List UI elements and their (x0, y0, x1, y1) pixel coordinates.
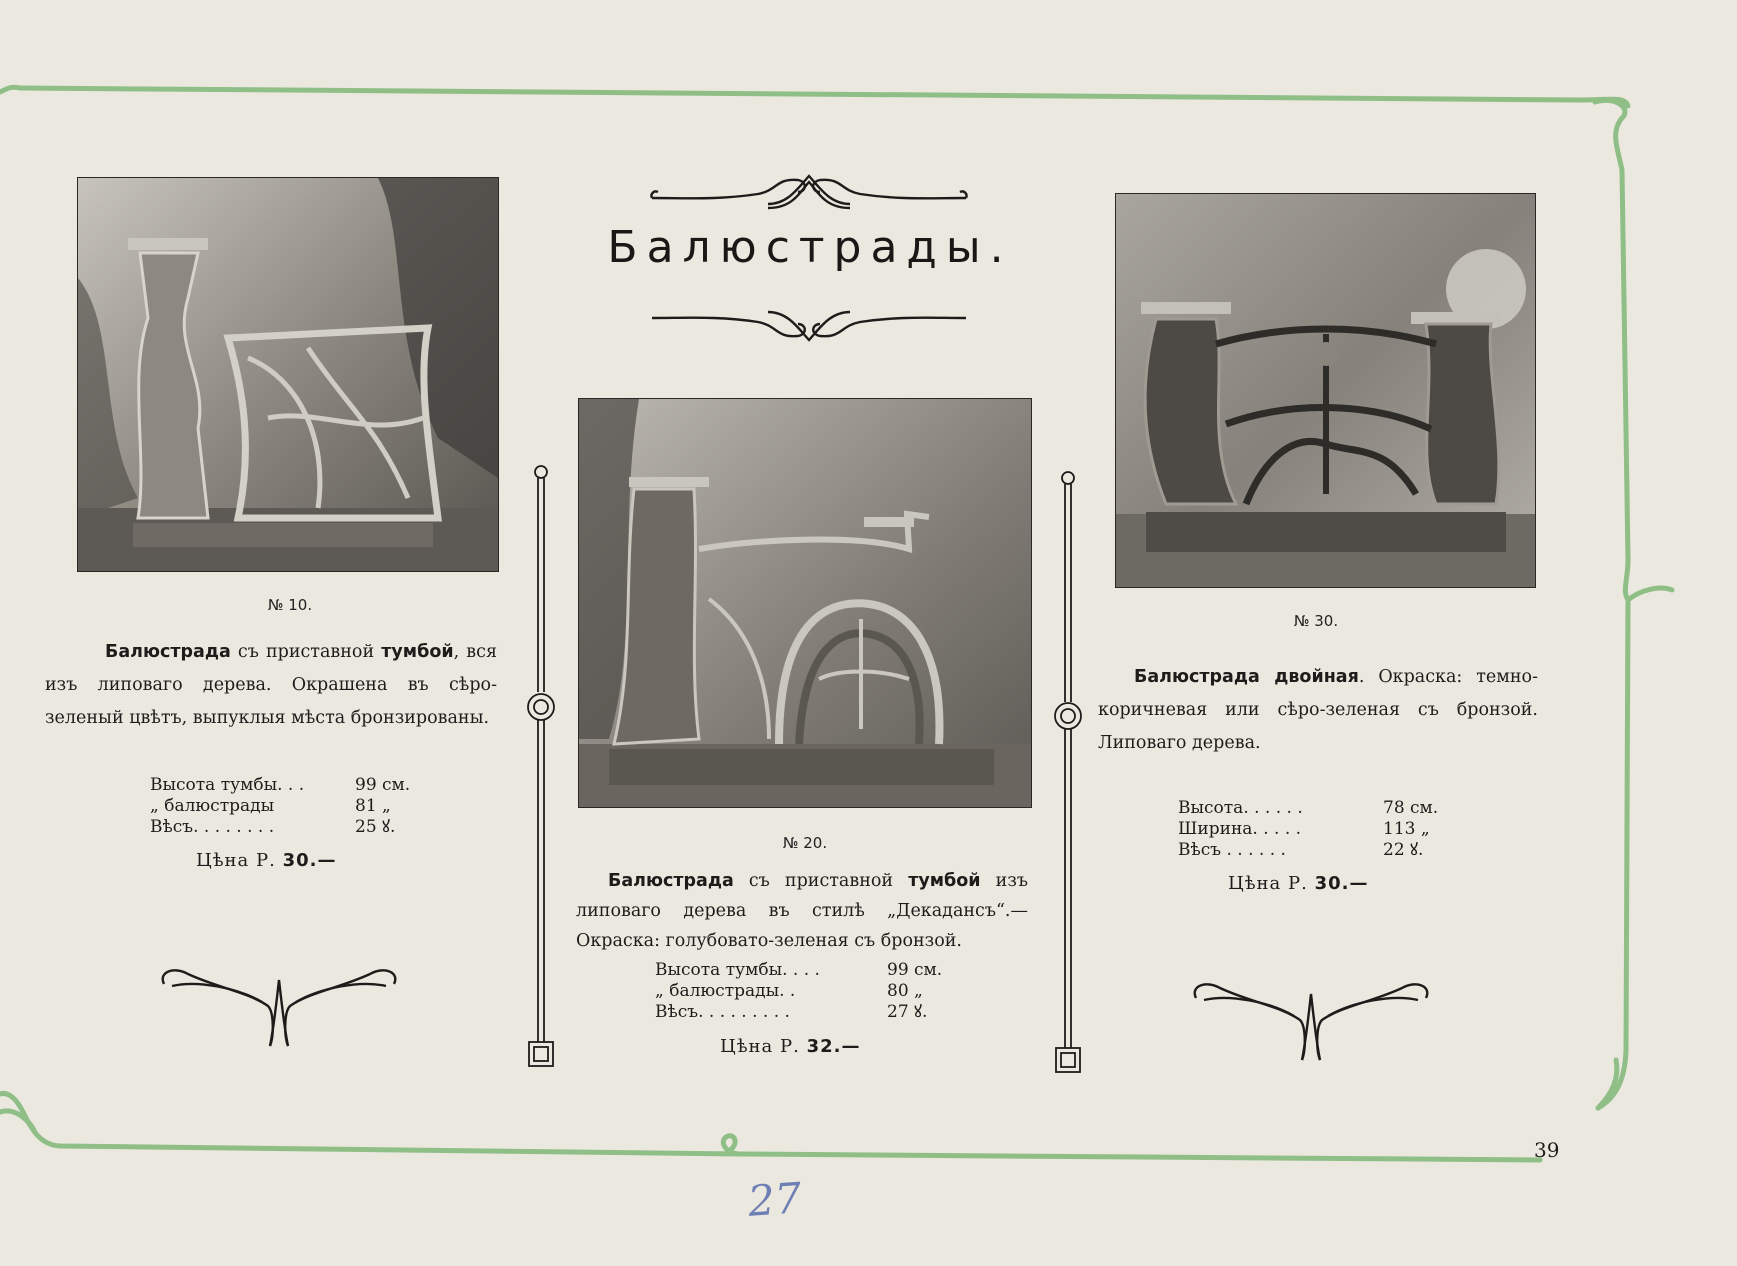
spec-value: 27 ꙋ. (887, 1002, 928, 1022)
page-number: 39 (1534, 1138, 1560, 1162)
spec-label: Ширина. . . . . (1178, 819, 1302, 839)
title-ornament-bottom (648, 308, 970, 344)
spec-row (655, 960, 942, 981)
spec-value: 80 „ (887, 981, 923, 1001)
desc-bold: Балюстрада двойная (1134, 667, 1359, 687)
desc-text: . Окраска: темно-коричневая или сѣро-зеленая съ бронзой. Липоваго дерева. (1098, 667, 1538, 753)
spec-label: Вѣсъ. . . . . . . . (150, 817, 275, 837)
spec-label: „ балюстрады. . (655, 981, 796, 1001)
desc-bold: Балюстрада (105, 642, 231, 662)
price (1228, 873, 1368, 894)
title-ornament-top (648, 170, 970, 210)
spec-row (150, 817, 410, 838)
price (196, 850, 336, 871)
ornament-bottom-right (1190, 980, 1432, 1066)
spec-label: Высота тумбы. . . (150, 775, 305, 795)
spec-value: 113 „ (1383, 819, 1430, 839)
spec-label: „ балюстрады (150, 796, 275, 816)
ornament-bottom-left (158, 966, 400, 1052)
desc-text: съ приставной (733, 871, 909, 891)
spec-row (655, 1002, 942, 1023)
spec-row (1178, 819, 1438, 840)
price-value: 32.— (806, 1036, 861, 1057)
spec-table (1178, 798, 1438, 861)
price-value: 30.— (1314, 873, 1369, 894)
spec-label: Высота тумбы. . . . (655, 960, 820, 980)
price-label: Цѣна Р. (1228, 873, 1308, 894)
item-number: № 30. (1293, 612, 1339, 630)
handwritten-number: 27 (746, 1173, 804, 1226)
balustrade-photo-10 (77, 177, 499, 572)
desc-text: съ приставной (230, 642, 382, 662)
item-description (576, 866, 1028, 956)
item-number: № 20. (782, 834, 828, 852)
spec-value: 81 „ (355, 796, 391, 816)
item-description (45, 636, 497, 735)
page-title: Балюстрады. (607, 222, 1013, 273)
column-divider (518, 464, 564, 1072)
spec-row (1178, 840, 1438, 861)
balustrade-photo-20 (578, 398, 1032, 808)
price (720, 1036, 860, 1057)
spec-table (655, 960, 942, 1023)
spec-label: Вѣсъ . . . . . . (1178, 840, 1286, 860)
price-value: 30.— (282, 850, 337, 871)
spec-label: Высота. . . . . . (1178, 798, 1303, 818)
desc-bold: тумбой (908, 871, 981, 891)
spec-label: Вѣсъ. . . . . . . . . (655, 1002, 790, 1022)
desc-bold: Балюстрада (608, 871, 734, 891)
spec-row (655, 981, 942, 1002)
desc-text: , вся изъ липоваго дерева. Окрашена въ сѣро-зеленый цвѣтъ, выпуклыя мѣста бронзированы. (45, 642, 497, 728)
price-label: Цѣна Р. (720, 1036, 800, 1057)
spec-table (150, 775, 410, 838)
spec-value: 99 см. (355, 775, 411, 795)
spec-value: 22 ꙋ. (1383, 840, 1424, 860)
price-label: Цѣна Р. (196, 850, 276, 871)
item-number: № 10. (267, 596, 313, 614)
spec-row (150, 775, 410, 796)
spec-value: 25 ꙋ. (355, 817, 396, 837)
spec-value: 99 см. (887, 960, 943, 980)
spec-row (1178, 798, 1438, 819)
desc-bold: тумбой (381, 642, 454, 662)
desc-text: изъ липоваго дерева въ стилѣ „Декадансъ“.— Окраска: голубовато-зеленая съ бронзой. (576, 871, 1028, 951)
column-divider (1045, 470, 1091, 1078)
spec-row (150, 796, 410, 817)
balustrade-photo-30 (1115, 193, 1536, 588)
spec-value: 78 см. (1383, 798, 1439, 818)
item-description (1098, 661, 1538, 760)
